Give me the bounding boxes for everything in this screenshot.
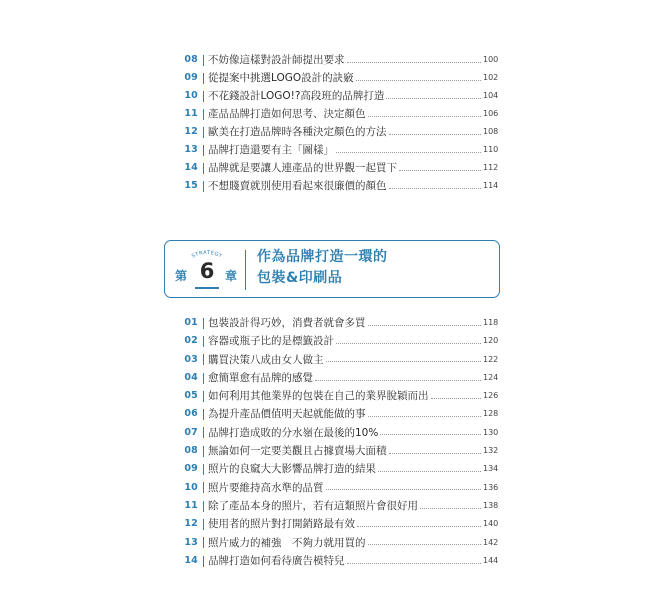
toc-entry-title: 除了產品本身的照片，若有這類照片會很好用 [208, 499, 418, 512]
toc-entry-page: 118 [483, 318, 499, 327]
toc-entry-number: 15 [184, 180, 198, 191]
toc-entry-title: 不想賤賣就別使用看起來很廉價的顏色 [208, 180, 387, 192]
toc-entry [183, 141, 497, 159]
toc-entry-dot-leader [347, 563, 482, 564]
toc-entry-page: 134 [483, 464, 499, 474]
toc-entry-separator [203, 181, 204, 192]
toc-entry-separator [203, 446, 204, 457]
toc-entry-page: 106 [483, 109, 499, 118]
toc-entry-number: 06 [184, 408, 198, 420]
chapter-number: 6 [199, 259, 215, 283]
toc-list-bottom [183, 314, 497, 570]
toc-entry-separator [203, 537, 204, 548]
toc-entry-dot-leader [357, 526, 481, 527]
toc-entry-title: 如何利用其他業界的包裝在自己的業界脫穎而出 [208, 390, 429, 403]
toc-entry-title: 不妨像這樣對設計師提出要求 [208, 54, 345, 66]
toc-entry-dot-leader [336, 152, 481, 153]
toc-entry-dot-leader [368, 325, 482, 326]
toc-entry-number: 04 [184, 371, 198, 383]
toc-entry-dot-leader [420, 508, 481, 509]
toc-entry-title: 照片威力的補強 不夠力就用買的 [208, 536, 366, 549]
toc-entry-title: 包裝設計得巧妙，消費者就會多買 [208, 317, 366, 329]
toc-entry [183, 552, 497, 570]
toc-entry [183, 497, 497, 515]
toc-entry-page: 140 [483, 519, 499, 529]
toc-entry-dot-leader [399, 170, 481, 171]
chapter-prefix: 第 [175, 269, 188, 283]
toc-entry-separator [203, 556, 204, 567]
toc-entry-page: 108 [483, 127, 499, 136]
toc-entry-separator [203, 482, 204, 493]
toc-entry [183, 424, 497, 442]
toc-entry-separator [203, 464, 204, 475]
toc-entry-page: 100 [483, 55, 499, 64]
chapter-number-block [165, 241, 245, 297]
toc-entry-separator [203, 354, 204, 365]
toc-entry-number: 03 [184, 353, 198, 365]
toc-entry-page: 144 [483, 555, 499, 565]
toc-entry-separator [203, 336, 204, 347]
toc-entry-title: 品牌打造還要有主「圖樣」 [208, 144, 334, 156]
toc-entry [183, 351, 497, 369]
toc-entry [183, 51, 497, 69]
svg-text:STRATEGY: STRATEGY [190, 249, 224, 260]
toc-entry-separator [203, 127, 204, 138]
toc-entry-dot-leader [389, 453, 482, 454]
toc-entry-page: 102 [483, 73, 499, 82]
toc-entry-separator [203, 109, 204, 120]
toc-entry-number: 05 [184, 390, 198, 402]
toc-entry-number: 07 [184, 426, 198, 438]
toc-entry-page: 104 [483, 91, 499, 100]
toc-entry-number: 10 [184, 90, 198, 101]
toc-entry-number: 08 [184, 54, 198, 65]
toc-entry-separator [203, 391, 204, 402]
toc-entry-number: 08 [184, 445, 198, 457]
toc-entry-dot-leader [368, 416, 482, 417]
toc-entry-dot-leader [347, 62, 482, 63]
toc-entry-title: 照片的良窳大大影響品牌打造的結果 [208, 463, 376, 476]
toc-entry-page: 120 [483, 336, 499, 346]
toc-entry-title: 從提案中挑選LOGO設計的訣竅 [208, 72, 354, 84]
toc-entry-number: 14 [184, 162, 198, 173]
toc-entry-title: 購買決策八成由女人做主 [208, 353, 324, 366]
chapter-number-underline [195, 287, 219, 289]
chapter-heading-box [164, 240, 500, 298]
toc-entry-number: 11 [184, 108, 198, 119]
toc-entry-page: 136 [483, 482, 499, 492]
toc-entry-title: 品牌打造成敗的分水嶺在最後的10% [208, 426, 379, 439]
toc-entry-number: 13 [184, 144, 198, 155]
toc-entry-title: 無論如何一定要美觀且占據賣場大面積 [208, 445, 387, 458]
toc-entry-dot-leader [386, 98, 481, 99]
toc-entry-number: 11 [184, 499, 198, 511]
toc-entry-number: 02 [184, 335, 198, 347]
toc-entry-dot-leader [326, 361, 482, 362]
toc-entry-page: 126 [483, 391, 499, 401]
toc-entry-dot-leader [431, 398, 482, 399]
toc-entry [183, 534, 497, 552]
toc-entry-page: 122 [483, 354, 499, 364]
toc-entry-separator [203, 55, 204, 66]
toc-entry-separator [203, 501, 204, 512]
toc-entry-number: 09 [184, 463, 198, 475]
toc-entry-dot-leader [389, 134, 482, 135]
toc-entry [183, 159, 497, 177]
toc-entry-title: 照片要維持高水準的品質 [208, 481, 324, 494]
toc-entry-separator [203, 73, 204, 84]
toc-entry-separator [203, 409, 204, 420]
toc-entry [183, 405, 497, 423]
toc-entry-page: 110 [483, 145, 499, 154]
toc-entry-title: 歐美在打造品牌時各種決定顏色的方法 [208, 126, 387, 138]
toc-entry-dot-leader [356, 80, 481, 81]
toc-entry-page: 138 [483, 500, 499, 510]
toc-entry-dot-leader [378, 471, 481, 472]
toc-entry-page: 142 [483, 537, 499, 547]
toc-entry [183, 123, 497, 141]
toc-entry-number: 10 [184, 481, 198, 493]
chapter-title-line-2: 包裝&印刷品 [257, 270, 343, 286]
toc-entry-dot-leader [389, 188, 482, 189]
toc-entry-dot-leader [368, 116, 482, 117]
toc-entry-separator [203, 373, 204, 384]
toc-entry-title: 品牌打造如何看待廣告模特兒 [208, 554, 345, 567]
toc-entry-separator [203, 163, 204, 174]
toc-entry [183, 442, 497, 460]
toc-entry-separator [203, 427, 204, 438]
toc-entry [183, 105, 497, 123]
toc-entry-dot-leader [380, 434, 481, 435]
toc-entry-number: 09 [184, 72, 198, 83]
toc-entry [183, 479, 497, 497]
chapter-title [257, 247, 388, 289]
toc-entry-number: 13 [184, 536, 198, 548]
toc-entry-separator [203, 145, 204, 156]
toc-entry-dot-leader [326, 489, 482, 490]
chapter-suffix: 章 [225, 269, 238, 283]
toc-entry [183, 177, 497, 195]
toc-entry-dot-leader [315, 380, 481, 381]
toc-entry-title: 使用者的照片對打開銷路最有效 [208, 518, 355, 531]
toc-entry [183, 87, 497, 105]
chapter-divider [245, 250, 246, 290]
toc-entry-title: 產品品牌打造如何思考、決定顏色 [208, 108, 366, 120]
toc-entry-page: 132 [483, 446, 499, 456]
toc-entry [183, 460, 497, 478]
toc-entry-number: 01 [184, 317, 198, 328]
toc-entry [183, 369, 497, 387]
toc-entry [183, 332, 497, 350]
toc-entry [183, 387, 497, 405]
toc-entry-page: 112 [483, 163, 499, 172]
toc-entry-dot-leader [368, 544, 482, 545]
toc-entry-separator [203, 91, 204, 102]
chapter-title-line-1: 作為品牌打造一環的 [257, 249, 388, 265]
toc-entry [183, 314, 497, 332]
toc-entry-page: 124 [483, 372, 499, 382]
toc-entry-number: 12 [184, 126, 198, 137]
toc-entry-title: 不花錢設計LOGO!?高段班的品牌打造 [208, 90, 385, 102]
toc-entry-page: 114 [483, 181, 499, 190]
toc-entry-page: 128 [483, 409, 499, 419]
toc-entry-number: 12 [184, 518, 198, 530]
toc-entry-title: 容器或瓶子比的是標籤設計 [208, 335, 334, 348]
toc-entry [183, 69, 497, 87]
toc-entry-dot-leader [336, 343, 481, 344]
toc-entry-title: 為提升產品價值明天起就能做的事 [208, 408, 366, 421]
toc-entry-separator [203, 318, 204, 329]
toc-entry-number: 14 [184, 554, 198, 566]
toc-list-top [183, 51, 497, 195]
toc-entry-page: 130 [483, 427, 499, 437]
toc-entry-separator [203, 519, 204, 530]
toc-entry-title: 品牌就是要讓人連產品的世界觀一起買下 [208, 162, 397, 174]
toc-entry [183, 515, 497, 533]
toc-entry-title: 愈簡單愈有品牌的感覺 [208, 371, 313, 384]
